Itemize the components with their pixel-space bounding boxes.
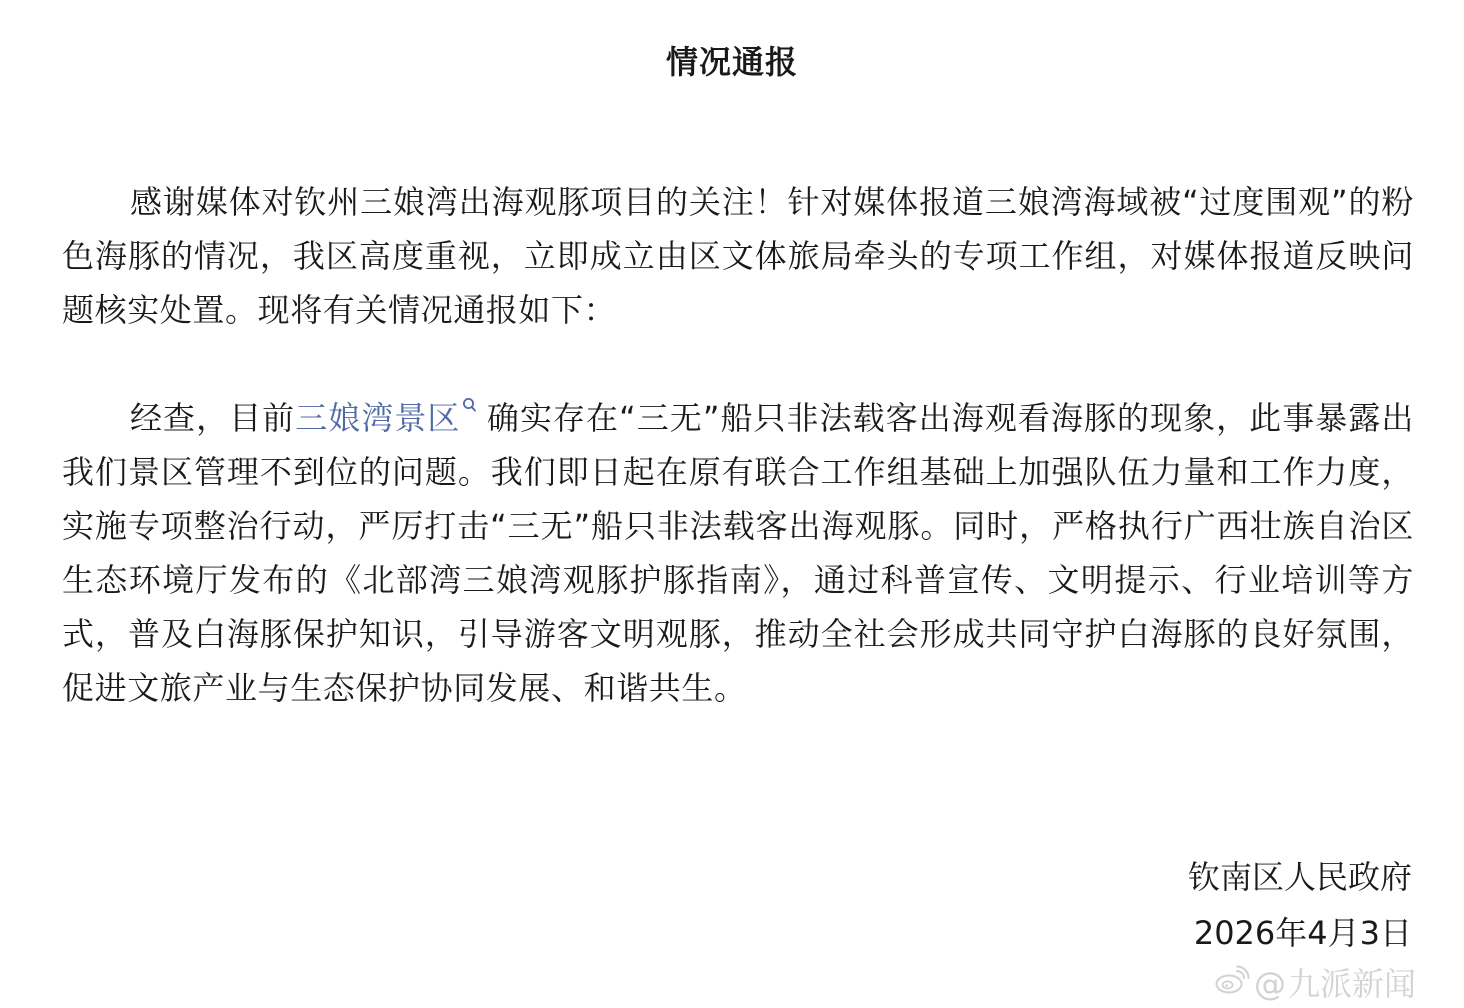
- paragraph-findings-body: 确实存在“三无”船只非法载客出海观看海豚的现象，此事暴露出我们景区管理不到位的问题。我们即日起在原有联合工作组基础上加强队伍力量和工作力度，实施专项整治行动，严厉打击“三无”船只非法载客出海观豚。同时，严格执行广西壮族自治区生态环境厅发布的《北部湾三娘湾观豚护豚指南》，通过科普宣传、文明提示、行业培训等方式，普及白海豚保护知识，引导游客文明观豚，推动全社会形成共同守护白海豚的良好氛围，促进文旅产业与生态保护协同发展、和谐共生。: [62, 399, 1414, 707]
- page-title: 情况通报: [665, 43, 798, 81]
- paragraph-findings-lead: 经查，目前: [130, 399, 296, 437]
- paragraph-intro: 感谢媒体对钦州三娘湾出海观豚项目的关注！针对媒体报道三娘湾海域被“过度围观”的粉色海豚的情况，我区高度重视，立即成立由区文体旅局牵头的专项工作组，对媒体报道反映问题核实处置。现将有关情况通报如下：: [62, 183, 1414, 329]
- paragraph-findings: [62, 391, 1414, 715]
- watermark: [1214, 964, 1416, 1004]
- watermark-text: 九派新闻: [1287, 965, 1416, 1003]
- signature-date: 2026年4月3日: [1193, 914, 1412, 952]
- search-icon[interactable]: [462, 397, 478, 417]
- signature-organization: 钦南区人民政府: [1187, 858, 1412, 896]
- watermark-at: @: [1253, 965, 1286, 1003]
- scenic-area-link[interactable]: 三娘湾景区: [295, 399, 461, 437]
- weibo-logo-icon: [1214, 964, 1250, 1004]
